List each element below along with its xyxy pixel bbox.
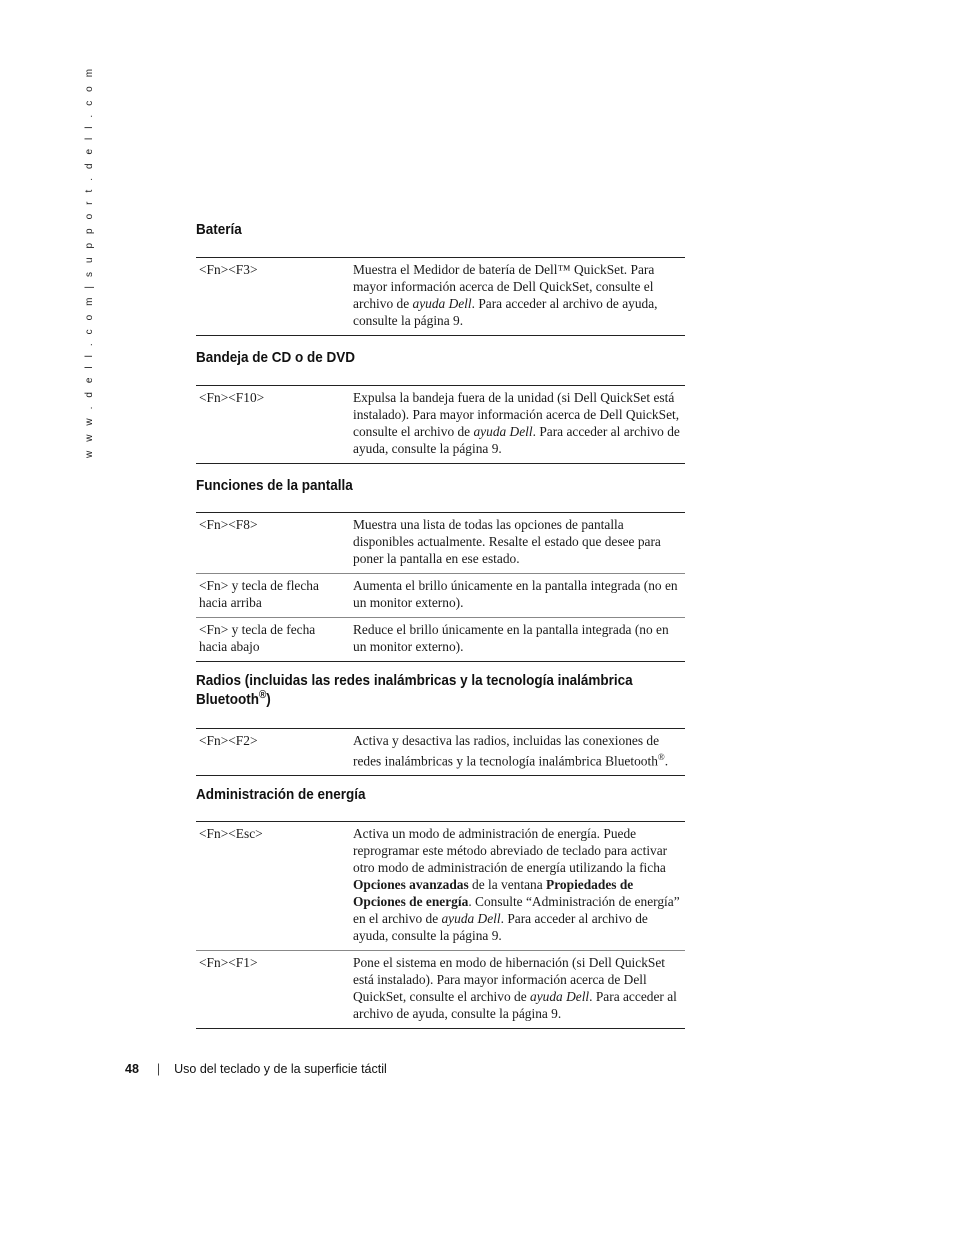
shortcut-description	[347, 258, 685, 336]
shortcut-description	[347, 951, 685, 1029]
table-row	[196, 386, 685, 464]
text-run: Propiedades de Opciones de energía	[353, 877, 634, 909]
section-heading-bateria: Batería	[196, 221, 242, 238]
table-row	[196, 513, 685, 574]
text-run: . Para acceder al archivo de ayuda, consulte la página 9.	[353, 424, 680, 456]
side-url: w w w . d e l l . c o m | s u p p o r t . d e l l . c o m	[84, 65, 95, 458]
text-run: Aumenta el brillo únicamente en la pantalla integrada (no en un monitor externo).	[353, 578, 678, 610]
shortcut-description	[347, 386, 685, 464]
table-row	[196, 822, 685, 951]
page-footer	[125, 1062, 387, 1076]
table-row	[196, 618, 685, 662]
text-run: ayuda Dell	[441, 911, 501, 926]
shortcut-key: <Fn><F1>	[196, 951, 347, 1029]
text-run: Muestra el Medidor de batería de Dell™ QuickSet. Para mayor información acerca de Dell QuickSet, consulte el archivo de	[353, 262, 655, 311]
table-pantalla	[196, 512, 685, 662]
shortcut-description	[347, 618, 685, 662]
shortcut-key: <Fn> y tecla de flecha hacia arriba	[196, 574, 347, 618]
shortcut-key: <Fn> y tecla de fecha hacia abajo	[196, 618, 347, 662]
table-row	[196, 574, 685, 618]
footer-separator: |	[156, 1062, 161, 1076]
table-radios	[196, 728, 685, 776]
text-run: . Para acceder al archivo de ayuda, consulte la página 9.	[353, 989, 677, 1021]
shortcut-description	[347, 574, 685, 618]
table-row	[196, 951, 685, 1029]
text-run: ®	[657, 752, 665, 762]
text-run: de la ventana	[468, 877, 547, 892]
text-run: Expulsa la bandeja fuera de la unidad (si Dell QuickSet está instalado). Para mayor información acerca de Dell QuickSet, consulte el archivo de	[353, 390, 680, 439]
text-run: . Para acceder al archivo de ayuda, consulte la página 9.	[353, 296, 658, 328]
shortcut-key: <Fn><F8>	[196, 513, 347, 574]
shortcut-description	[347, 822, 685, 951]
section-heading-bandeja: Bandeja de CD o de DVD	[196, 349, 356, 366]
text-run: Activa un modo de administración de energía. Puede reprogramar este método abreviado de teclado para activar otro modo de administración de energía utilizando la ficha	[353, 826, 668, 875]
section-heading-energia: Administración de energía	[196, 786, 366, 803]
chapter-title: Uso del teclado y de la superficie táctil	[174, 1062, 387, 1076]
table-row	[196, 258, 685, 336]
section-heading-radios: Radios (incluidas las redes inalámbricas y la tecnología inalámbrica Bluetooth®)	[196, 672, 633, 708]
section-heading-pantalla: Funciones de la pantalla	[196, 477, 353, 494]
shortcut-key: <Fn><F3>	[196, 258, 347, 336]
text-run: ayuda Dell	[412, 296, 472, 311]
shortcut-key: <Fn><F2>	[196, 729, 347, 776]
text-run: Muestra una lista de todas las opciones de pantalla disponibles actualmente. Resalte el estado que desee para poner la pantalla en ese estado.	[353, 517, 661, 566]
table-energia	[196, 821, 685, 1029]
text-run: Pone el sistema en modo de hibernación (si Dell QuickSet está instalado). Para mayor información acerca de Dell QuickSet, consulte el archivo de	[353, 955, 666, 1004]
text-run: . Consulte “Administración de energía” en el archivo de	[353, 894, 680, 926]
text-run: Opciones avanzadas	[353, 877, 469, 892]
table-row	[196, 729, 685, 776]
registered-mark: ®	[258, 689, 267, 701]
text-run: Activa y desactiva las radios, incluidas las conexiones de redes inalámbricas y la tecnología inalámbrica Bluetooth	[353, 733, 660, 769]
shortcut-description	[347, 513, 685, 574]
shortcut-key: <Fn><F10>	[196, 386, 347, 464]
shortcut-description	[347, 729, 685, 776]
text-run: ayuda Dell	[530, 989, 590, 1004]
text-run: Reduce el brillo únicamente en la pantalla integrada (no en un monitor externo).	[353, 622, 669, 654]
shortcut-key: <Fn><Esc>	[196, 822, 347, 951]
text-run: ayuda Dell	[473, 424, 533, 439]
page-number: 48	[125, 1062, 139, 1076]
table-bandeja	[196, 385, 685, 464]
text-run: . Para acceder al archivo de ayuda, consulte la página 9.	[353, 911, 648, 943]
text-run: .	[664, 753, 669, 769]
table-bateria	[196, 257, 685, 336]
